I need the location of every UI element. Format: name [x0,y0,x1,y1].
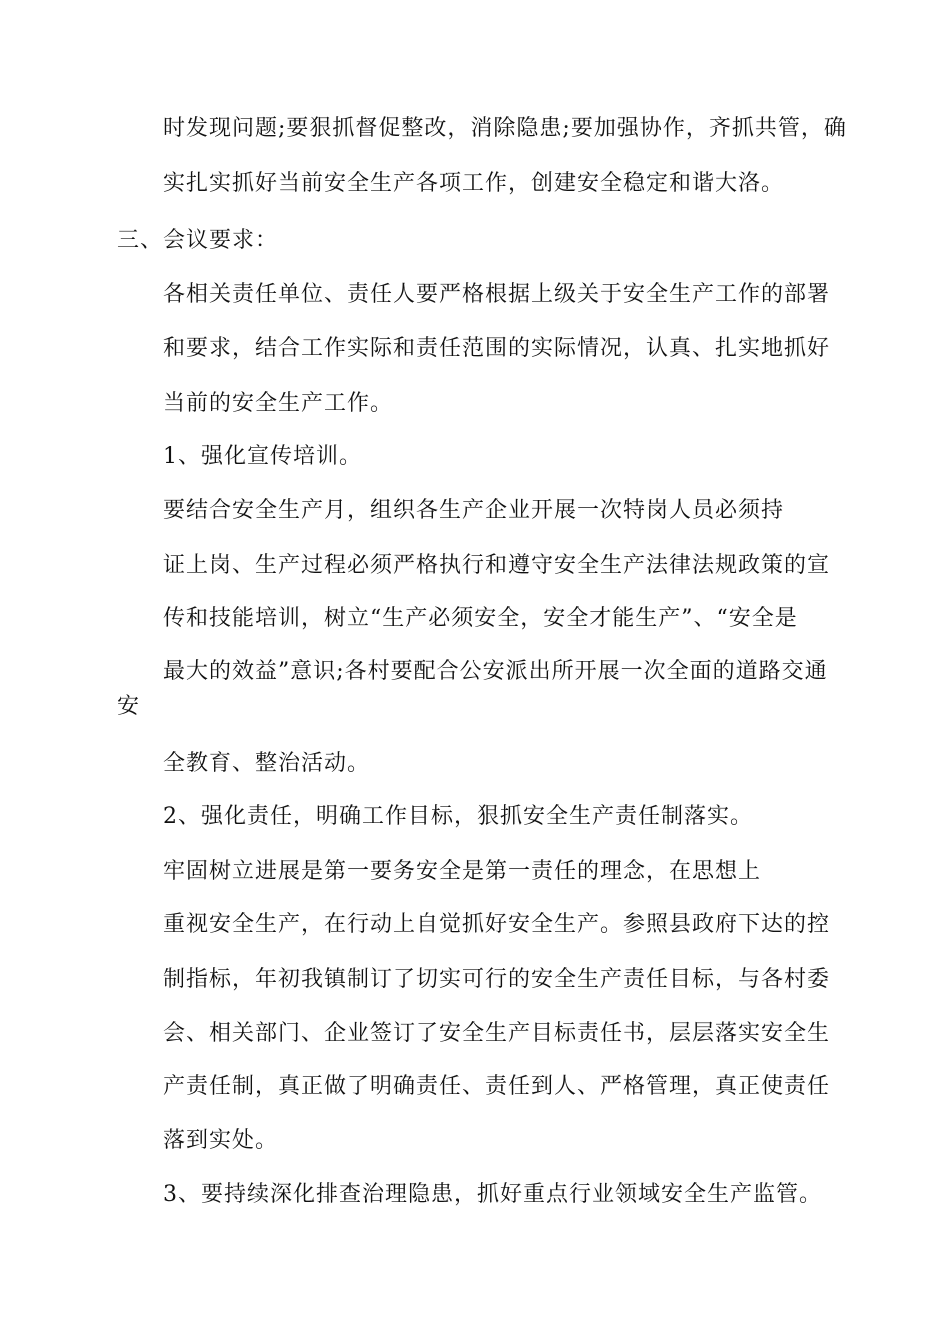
text-line: 最大的效益”意识;各村要配合公安派出所开展一次全面的道路交通 [163,659,828,684]
text-line: 传和技能培训，树立“生产必须安全，安全才能生产”、“安全是 [163,606,798,631]
text-line: 全教育、整治活动。 [163,751,371,776]
text-line: 落到实处。 [163,1128,279,1153]
text-line: 牢固树立进展是第一要务安全是第一责任的理念，在思想上 [163,859,762,884]
text-line: 证上岗、生产过程必须严格执行和遵守安全生产法律法规政策的宣 [163,553,831,578]
subheading: 1、强化宣传培训。 [163,444,362,469]
text-line: 安 [117,694,141,719]
text-line: 和要求，结合工作实际和责任范围的实际情况，认真、扎实地抓好 [163,336,831,361]
subheading: 3、要持续深化排查治理隐患，抓好重点行业领域安全生产监管。 [163,1182,822,1207]
text-line: 要结合安全生产月，组织各生产企业开展一次特岗人员必须持 [163,498,785,523]
text-line: 当前的安全生产工作。 [163,391,394,416]
text-line: 时发现问题;要狠抓督促整改，消除隐患;要加强协作，齐抓共管，确 [163,116,847,141]
text-line: 制指标，年初我镇制订了切实可行的安全生产责任目标，与各村委 [163,967,831,992]
subheading: 2、强化责任，明确工作目标，狠抓安全生产责任制落实。 [163,804,753,829]
text-line: 产责任制，真正做了明确责任、责任到人、严格管理，真正使责任 [163,1074,831,1099]
text-line: 实扎实抓好当前安全生产各项工作，创建安全稳定和谐大洛。 [163,171,785,196]
text-line: 各相关责任单位、责任人要严格根据上级关于安全生产工作的部署 [163,282,831,307]
text-line: 会、相关部门、企业签订了安全生产目标责任书，层层落实安全生 [163,1021,831,1046]
section-heading: 三、会议要求： [117,228,279,253]
text-line: 重视安全生产，在行动上自觉抓好安全生产。参照县政府下达的控 [163,912,831,937]
